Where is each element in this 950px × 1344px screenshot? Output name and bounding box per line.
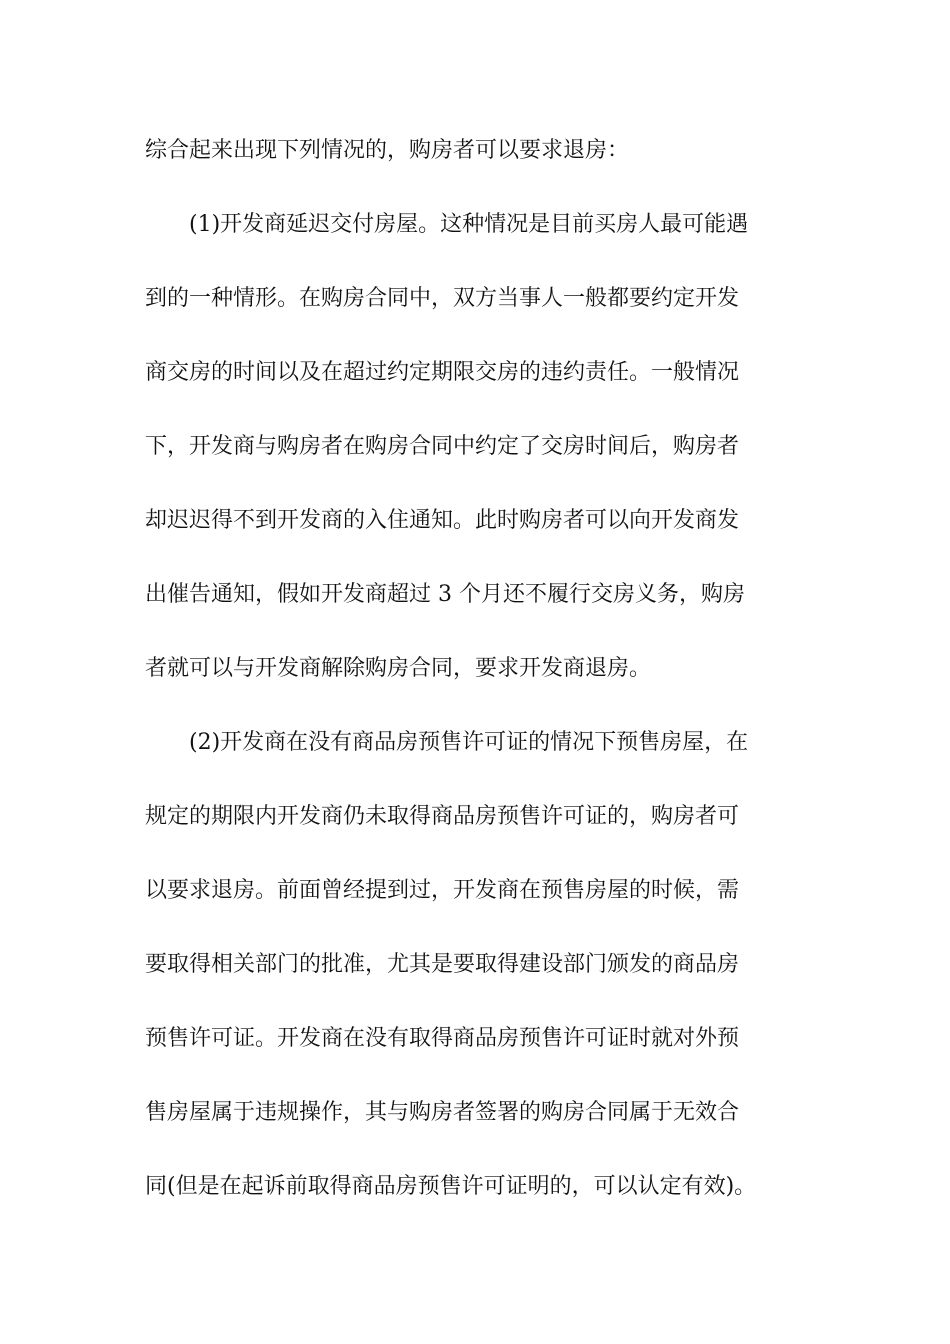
text-line: 要取得相关部门的批准，尤其是要取得建设部门颁发的商品房	[145, 952, 740, 977]
text-line: 出催告通知，假如开发商超过 3 个月还不履行交房义务，购房	[145, 582, 745, 607]
text-line-intro: 综合起来出现下列情况的，购房者可以要求退房：	[145, 138, 630, 163]
text-line: 商交房的时间以及在超过约定期限交房的违约责任。一般情况	[145, 360, 740, 385]
text-line-item1-start: (1)开发商延迟交付房屋。这种情况是目前买房人最可能遇	[189, 212, 749, 237]
text-line: 以要求退房。前面曾经提到过，开发商在预售房屋的时候，需	[145, 878, 740, 903]
text-line: 却迟迟得不到开发商的入住通知。此时购房者可以向开发商发	[145, 508, 740, 533]
text-line: 售房屋属于违规操作，其与购房者签署的购房合同属于无效合	[145, 1100, 740, 1125]
text-line: 者就可以与开发商解除购房合同，要求开发商退房。	[145, 656, 652, 681]
text-line: 同(但是在起诉前取得商品房预售许可证明的，可以认定有效)。	[145, 1174, 757, 1199]
text-line-item2-start: (2)开发商在没有商品房预售许可证的情况下预售房屋，在	[189, 730, 749, 755]
text-line: 规定的期限内开发商仍未取得商品房预售许可证的，购房者可	[145, 804, 740, 829]
text-line: 预售许可证。开发商在没有取得商品房预售许可证时就对外预	[145, 1026, 740, 1051]
text-line: 下，开发商与购房者在购房合同中约定了交房时间后，购房者	[145, 434, 740, 459]
text-line: 到的一种情形。在购房合同中，双方当事人一般都要约定开发	[145, 286, 740, 311]
